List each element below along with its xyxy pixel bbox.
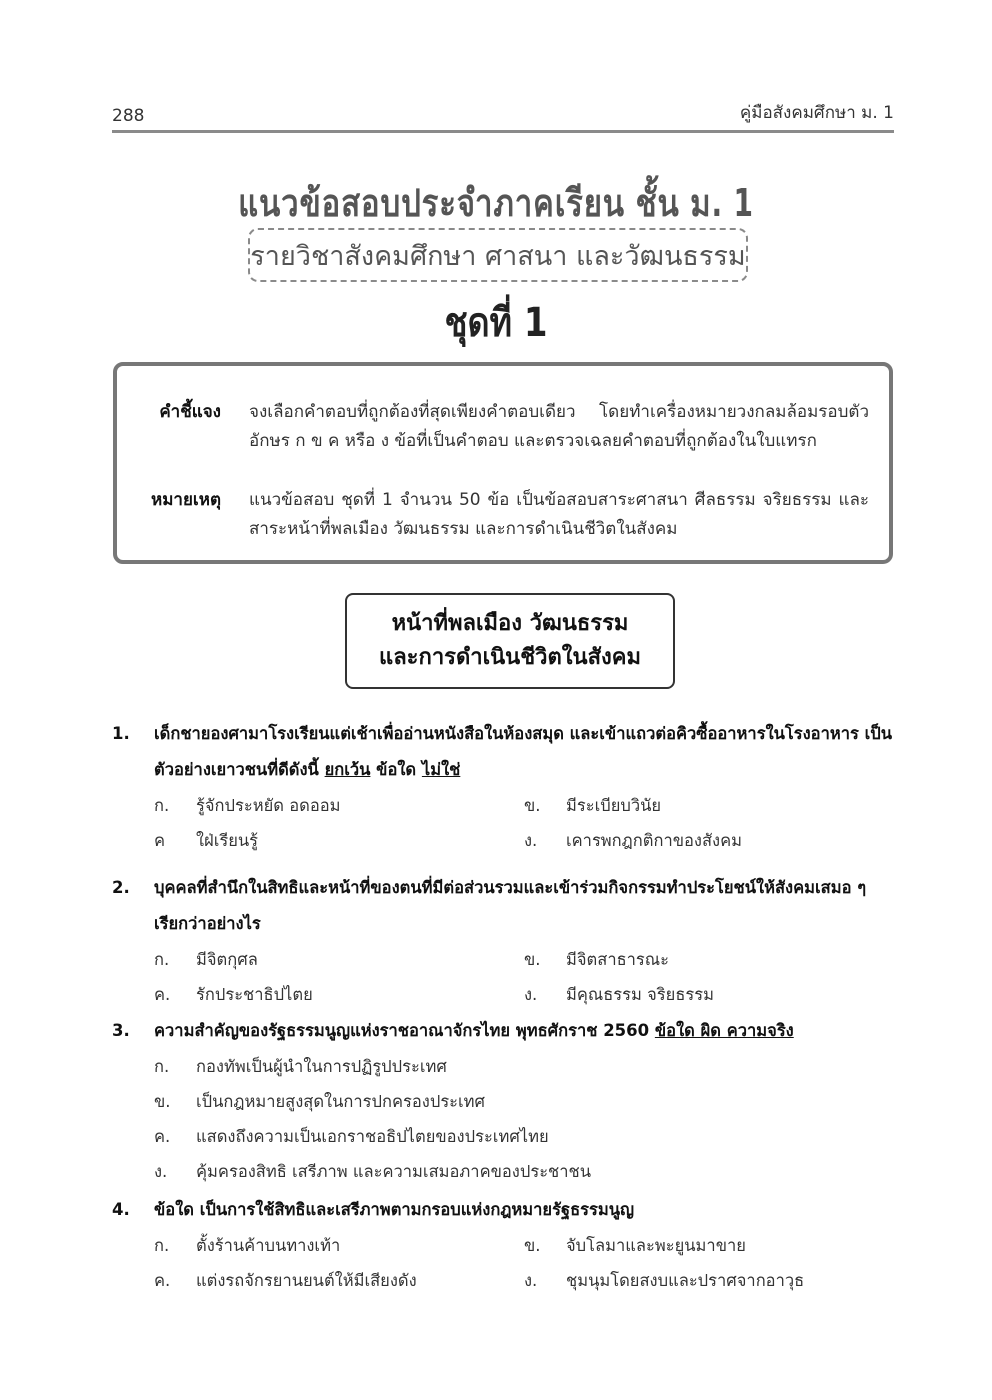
option-c[interactable] — [154, 823, 524, 858]
option-d[interactable] — [154, 1154, 894, 1189]
option-text: มีระเบียบวินัย — [566, 796, 662, 815]
section-heading-line2: และการดำเนินชีวิตในสังคม — [379, 645, 641, 670]
question-1 — [112, 716, 894, 858]
question-text — [154, 1013, 894, 1049]
question-number: 4. — [112, 1200, 130, 1219]
instructions-box — [113, 362, 893, 564]
option-letter: ค. — [154, 985, 171, 1004]
question-text — [154, 716, 894, 788]
set-title: ชุดที่ 1 — [444, 300, 548, 346]
option-text: กองทัพเป็นผู้นำในการปฏิรูปประเทศ — [196, 1057, 447, 1076]
option-letter: ข. — [524, 1236, 541, 1255]
question-stem — [112, 1013, 894, 1049]
section-heading-line1: หน้าที่พลเมือง วัฒนธรรม — [391, 611, 629, 636]
option-text: เคารพกฎกติกาของสังคม — [566, 831, 742, 850]
option-d[interactable] — [524, 977, 894, 1012]
question-text: ข้อใด เป็นการใช้สิทธิและเสรีภาพตามกรอบแห่งกฎหมายรัฐธรรมนูญ — [154, 1200, 635, 1219]
option-letter: ง. — [524, 985, 538, 1004]
option-text: รักประชาธิปไตย — [196, 985, 313, 1004]
option-c[interactable] — [154, 977, 524, 1012]
directions-text: จงเลือกคำตอบที่ถูกต้องที่สุดเพียงคำตอบเดียว โดยทำเครื่องหมายวงกลมล้อมรอบตัวอักษร ก ข ค หรือ ง ข้อที่เป็นคำตอบ และตรวจเฉลยคำตอบที่ถูกต้องในใบแทรก — [249, 402, 869, 451]
option-b[interactable] — [524, 1228, 894, 1263]
option-text: แต่งรถจักรยานยนต์ให้มีเสียงดัง — [196, 1271, 417, 1290]
option-letter: ง. — [154, 1162, 168, 1181]
header-divider — [112, 130, 894, 133]
note-label: หมายเหตุ — [151, 490, 221, 510]
options — [154, 1228, 894, 1298]
question-2 — [112, 870, 894, 1012]
option-letter: ข. — [524, 796, 541, 815]
option-text: ใฝ่เรียนรู้ — [196, 831, 259, 850]
question-4 — [112, 1192, 894, 1298]
question-3 — [112, 1013, 894, 1189]
question-text-main: เด็กชายองศามาโรงเรียนแต่เช้าเพื่ออ่านหนังสือในห้องสมุด และเข้าแถวต่อคิวซื้ออาหารในโรงอาหาร เป็นตัวอย่างเยาวชนที่ดีดังนี้ — [154, 724, 892, 779]
question-stem — [112, 870, 894, 942]
note-row — [117, 486, 869, 544]
option-c[interactable] — [154, 1263, 524, 1298]
option-text: มีคุณธรรม จริยธรรม — [566, 985, 715, 1004]
subject-subtitle-box — [248, 228, 748, 282]
option-b[interactable] — [154, 1084, 894, 1119]
option-b[interactable] — [524, 942, 894, 977]
question-emphasis: ไม่ใช่ — [421, 760, 461, 779]
option-text: ตั้งร้านค้าบนทางเท้า — [196, 1236, 341, 1255]
option-letter: ง. — [524, 1271, 538, 1290]
option-a[interactable] — [154, 1228, 524, 1263]
option-a[interactable] — [154, 788, 524, 823]
option-d[interactable] — [524, 823, 894, 858]
question-number: 2. — [112, 878, 130, 897]
options — [154, 788, 894, 858]
exam-title: แนวข้อสอบประจำภาคเรียน ชั้น ม. 1 — [238, 181, 754, 225]
option-text: จับโลมาและพะยูนมาขาย — [566, 1236, 746, 1255]
option-b[interactable] — [524, 788, 894, 823]
option-letter: ก. — [154, 796, 170, 815]
question-emphasis: ยกเว้น — [324, 760, 371, 779]
question-emphasis: ข้อใด ผิด ความจริง — [654, 1021, 794, 1040]
option-letter: ง. — [524, 831, 538, 850]
option-d[interactable] — [524, 1263, 894, 1298]
options — [154, 942, 894, 1012]
option-text: เป็นกฎหมายสูงสุดในการปกครองประเทศ — [196, 1092, 486, 1111]
question-text-mid: ข้อใด — [370, 760, 422, 779]
page-header — [112, 102, 894, 126]
question-text-main: ความสำคัญของรัฐธรรมนูญแห่งราชอาณาจักรไทย พุทธศักราช 2560 — [154, 1021, 655, 1040]
question-stem — [112, 716, 894, 788]
option-text: คุ้มครองสิทธิ เสรีภาพ และความเสมอภาคของประชาชน — [196, 1162, 591, 1181]
option-letter: ก. — [154, 950, 170, 969]
subject-subtitle: รายวิชาสังคมศึกษา ศาสนา และวัฒนธรรม — [250, 240, 746, 272]
option-letter: ก. — [154, 1057, 170, 1076]
option-a[interactable] — [154, 1049, 894, 1084]
option-text: รู้จักประหยัด อดออม — [196, 796, 341, 815]
option-letter: ข. — [154, 1092, 171, 1111]
note-text: แนวข้อสอบ ชุดที่ 1 จำนวน 50 ข้อ เป็นข้อสอบสาระศาสนา ศีลธรรม จริยธรรม และสาระหน้าที่พลเมือง วัฒนธรรม และการดำเนินชีวิตในสังคม — [249, 490, 869, 539]
question-number: 1. — [112, 724, 130, 743]
option-letter: ข. — [524, 950, 541, 969]
directions-row — [117, 398, 869, 456]
page-number: 288 — [112, 106, 145, 126]
option-letter: ก. — [154, 1236, 170, 1255]
option-letter: ค — [154, 831, 166, 850]
question-text: บุคคลที่สำนึกในสิทธิและหน้าที่ของตนที่มีต่อส่วนรวมและเข้าร่วมกิจกรรมทำประโยชน์ให้สังคมเสมอ ๆ เรียกว่าอย่างไร — [154, 878, 867, 933]
option-text: มีจิตสาธารณะ — [566, 950, 669, 969]
option-a[interactable] — [154, 942, 524, 977]
section-heading-box — [345, 593, 675, 689]
option-text: มีจิตกุศล — [196, 950, 258, 969]
options — [154, 1049, 894, 1189]
option-letter: ค. — [154, 1127, 171, 1146]
directions-label: คำชี้แจง — [159, 402, 221, 422]
option-c[interactable] — [154, 1119, 894, 1154]
option-text: แสดงถึงความเป็นเอกราชอธิปไตยของประเทศไทย — [196, 1127, 549, 1146]
question-stem — [112, 1192, 894, 1228]
book-title: คู่มือสังคมศึกษา ม. 1 — [739, 103, 894, 123]
question-number: 3. — [112, 1021, 130, 1040]
option-text: ชุมนุมโดยสงบและปราศจากอาวุธ — [566, 1271, 805, 1290]
option-letter: ค. — [154, 1271, 171, 1290]
